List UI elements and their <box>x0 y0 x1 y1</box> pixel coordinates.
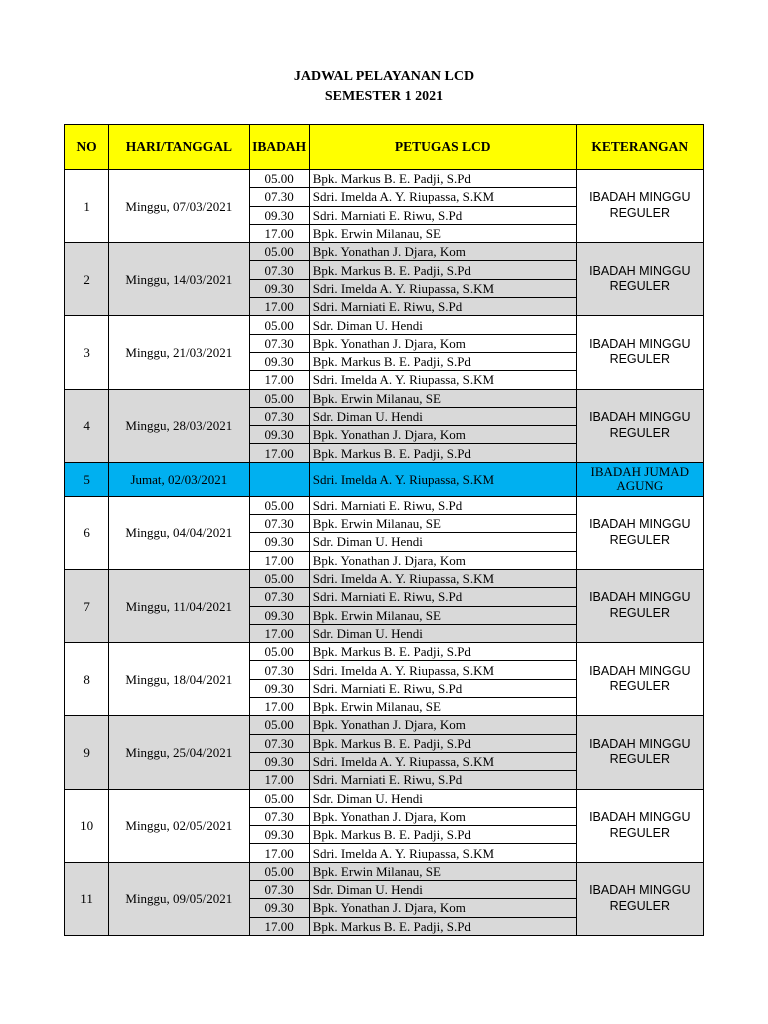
row-number: 7 <box>65 569 109 642</box>
table-row <box>65 316 704 334</box>
service-note: IBADAH MINGGU REGULER <box>576 862 703 935</box>
service-note: IBADAH MINGGU REGULER <box>576 569 703 642</box>
service-note: IBADAH MINGGU REGULER <box>576 316 703 389</box>
lcd-officer: Sdri. Imelda A. Y. Riupassa, S.KM <box>309 462 576 496</box>
row-number: 3 <box>65 316 109 389</box>
service-time: 05.00 <box>249 316 309 334</box>
service-time: 07.30 <box>249 407 309 425</box>
service-time: 17.00 <box>249 771 309 789</box>
service-time: 05.00 <box>249 243 309 261</box>
service-time: 09.30 <box>249 752 309 770</box>
lcd-officer: Sdri. Marniati E. Riwu, S.Pd <box>309 496 576 514</box>
service-time: 09.30 <box>249 826 309 844</box>
lcd-officer: Bpk. Markus B. E. Padji, S.Pd <box>309 734 576 752</box>
header-note: KETERANGAN <box>576 125 703 170</box>
lcd-officer: Sdri. Imelda A. Y. Riupassa, S.KM <box>309 279 576 297</box>
row-number: 6 <box>65 496 109 569</box>
header-row <box>65 125 704 170</box>
service-date: Minggu, 18/04/2021 <box>109 643 249 716</box>
header-officer: PETUGAS LCD <box>309 125 576 170</box>
service-note: IBADAH MINGGU REGULER <box>576 716 703 789</box>
service-time: 07.30 <box>249 334 309 352</box>
lcd-officer: Bpk. Markus B. E. Padji, S.Pd <box>309 444 576 462</box>
header-time: IBADAH <box>249 125 309 170</box>
service-note: IBADAH MINGGU REGULER <box>576 389 703 462</box>
service-time: 05.00 <box>249 569 309 587</box>
service-time: 17.00 <box>249 371 309 389</box>
service-time: 09.30 <box>249 899 309 917</box>
lcd-officer: Sdri. Imelda A. Y. Riupassa, S.KM <box>309 371 576 389</box>
service-time: 09.30 <box>249 426 309 444</box>
service-time: 07.30 <box>249 261 309 279</box>
row-number: 8 <box>65 643 109 716</box>
service-time: 07.30 <box>249 880 309 898</box>
row-number: 11 <box>65 862 109 935</box>
lcd-officer: Sdri. Marniati E. Riwu, S.Pd <box>309 679 576 697</box>
service-time: 07.30 <box>249 588 309 606</box>
service-time: 17.00 <box>249 444 309 462</box>
service-time: 07.30 <box>249 188 309 206</box>
row-number: 10 <box>65 789 109 862</box>
service-time: 17.00 <box>249 917 309 935</box>
service-date: Jumat, 02/03/2021 <box>109 462 249 496</box>
service-date: Minggu, 28/03/2021 <box>109 389 249 462</box>
service-note: IBADAH MINGGU REGULER <box>576 496 703 569</box>
service-time: 05.00 <box>249 496 309 514</box>
lcd-officer: Sdr. Diman U. Hendi <box>309 880 576 898</box>
service-time: 17.00 <box>249 624 309 642</box>
lcd-officer: Bpk. Yonathan J. Djara, Kom <box>309 334 576 352</box>
lcd-officer: Bpk. Erwin Milanau, SE <box>309 389 576 407</box>
lcd-officer: Sdr. Diman U. Hendi <box>309 407 576 425</box>
lcd-officer: Sdri. Imelda A. Y. Riupassa, S.KM <box>309 661 576 679</box>
service-time: 05.00 <box>249 170 309 188</box>
lcd-officer: Sdr. Diman U. Hendi <box>309 789 576 807</box>
lcd-officer: Sdri. Imelda A. Y. Riupassa, S.KM <box>309 752 576 770</box>
lcd-officer: Bpk. Yonathan J. Djara, Kom <box>309 716 576 734</box>
service-time: 09.30 <box>249 352 309 370</box>
service-time: 17.00 <box>249 224 309 242</box>
lcd-officer: Bpk. Markus B. E. Padji, S.Pd <box>309 352 576 370</box>
lcd-officer: Sdr. Diman U. Hendi <box>309 624 576 642</box>
lcd-officer: Sdr. Diman U. Hendi <box>309 316 576 334</box>
service-time: 09.30 <box>249 606 309 624</box>
service-note: IBADAH MINGGU REGULER <box>576 643 703 716</box>
service-date: Minggu, 14/03/2021 <box>109 243 249 316</box>
lcd-officer: Bpk. Erwin Milanau, SE <box>309 698 576 716</box>
lcd-officer: Bpk. Markus B. E. Padji, S.Pd <box>309 170 576 188</box>
row-number: 5 <box>65 462 109 496</box>
service-time: 05.00 <box>249 389 309 407</box>
lcd-officer: Sdr. Diman U. Hendi <box>309 533 576 551</box>
service-note: IBADAH MINGGU REGULER <box>576 170 703 243</box>
lcd-officer: Bpk. Erwin Milanau, SE <box>309 515 576 533</box>
table-row <box>65 462 704 496</box>
table-row <box>65 496 704 514</box>
header-date: HARI/TANGGAL <box>109 125 249 170</box>
service-date: Minggu, 07/03/2021 <box>109 170 249 243</box>
table-row <box>65 789 704 807</box>
service-time: 17.00 <box>249 698 309 716</box>
lcd-officer: Bpk. Yonathan J. Djara, Kom <box>309 426 576 444</box>
lcd-officer: Bpk. Markus B. E. Padji, S.Pd <box>309 261 576 279</box>
document-title: JADWAL PELAYANAN LCD <box>293 69 475 84</box>
service-time: 09.30 <box>249 679 309 697</box>
lcd-officer: Bpk. Erwin Milanau, SE <box>309 606 576 624</box>
table-row <box>65 862 704 880</box>
service-time: 05.00 <box>249 862 309 880</box>
lcd-officer: Bpk. Markus B. E. Padji, S.Pd <box>309 643 576 661</box>
service-time: 09.30 <box>249 533 309 551</box>
service-time: 09.30 <box>249 279 309 297</box>
lcd-officer: Sdri. Imelda A. Y. Riupassa, S.KM <box>309 188 576 206</box>
table-row <box>65 716 704 734</box>
service-time: 07.30 <box>249 807 309 825</box>
service-date: Minggu, 21/03/2021 <box>109 316 249 389</box>
row-number: 4 <box>65 389 109 462</box>
service-time: 17.00 <box>249 551 309 569</box>
service-note: IBADAH JUMAD AGUNG <box>576 462 703 496</box>
service-date: Minggu, 04/04/2021 <box>109 496 249 569</box>
service-time: 05.00 <box>249 789 309 807</box>
service-time: 17.00 <box>249 298 309 316</box>
service-date: Minggu, 11/04/2021 <box>109 569 249 642</box>
lcd-officer: Bpk. Yonathan J. Djara, Kom <box>309 551 576 569</box>
lcd-officer: Bpk. Markus B. E. Padji, S.Pd <box>309 826 576 844</box>
lcd-officer: Sdri. Imelda A. Y. Riupassa, S.KM <box>309 844 576 862</box>
service-note: IBADAH MINGGU REGULER <box>576 789 703 862</box>
row-number: 2 <box>65 243 109 316</box>
service-date: Minggu, 09/05/2021 <box>109 862 249 935</box>
lcd-officer: Bpk. Yonathan J. Djara, Kom <box>309 899 576 917</box>
row-number: 9 <box>65 716 109 789</box>
service-time: 07.30 <box>249 734 309 752</box>
schedule-table <box>64 124 704 936</box>
table-row <box>65 643 704 661</box>
lcd-officer: Bpk. Erwin Milanau, SE <box>309 862 576 880</box>
lcd-officer: Sdri. Marniati E. Riwu, S.Pd <box>309 588 576 606</box>
table-row <box>65 389 704 407</box>
lcd-officer: Bpk. Yonathan J. Djara, Kom <box>309 243 576 261</box>
service-time <box>249 462 309 496</box>
table-row <box>65 243 704 261</box>
service-time: 17.00 <box>249 844 309 862</box>
table-row <box>65 170 704 188</box>
lcd-officer: Bpk. Erwin Milanau, SE <box>309 224 576 242</box>
document-subtitle: SEMESTER 1 2021 <box>324 89 444 104</box>
table-row <box>65 569 704 587</box>
lcd-officer: Bpk. Yonathan J. Djara, Kom <box>309 807 576 825</box>
service-time: 07.30 <box>249 661 309 679</box>
service-date: Minggu, 02/05/2021 <box>109 789 249 862</box>
service-time: 09.30 <box>249 206 309 224</box>
service-note: IBADAH MINGGU REGULER <box>576 243 703 316</box>
header-no: NO <box>65 125 109 170</box>
row-number: 1 <box>65 170 109 243</box>
service-time: 05.00 <box>249 716 309 734</box>
service-date: Minggu, 25/04/2021 <box>109 716 249 789</box>
lcd-officer: Bpk. Markus B. E. Padji, S.Pd <box>309 917 576 935</box>
lcd-officer: Sdri. Marniati E. Riwu, S.Pd <box>309 298 576 316</box>
service-time: 05.00 <box>249 643 309 661</box>
lcd-officer: Sdri. Marniati E. Riwu, S.Pd <box>309 771 576 789</box>
lcd-officer: Sdri. Imelda A. Y. Riupassa, S.KM <box>309 569 576 587</box>
lcd-officer: Sdri. Marniati E. Riwu, S.Pd <box>309 206 576 224</box>
service-time: 07.30 <box>249 515 309 533</box>
